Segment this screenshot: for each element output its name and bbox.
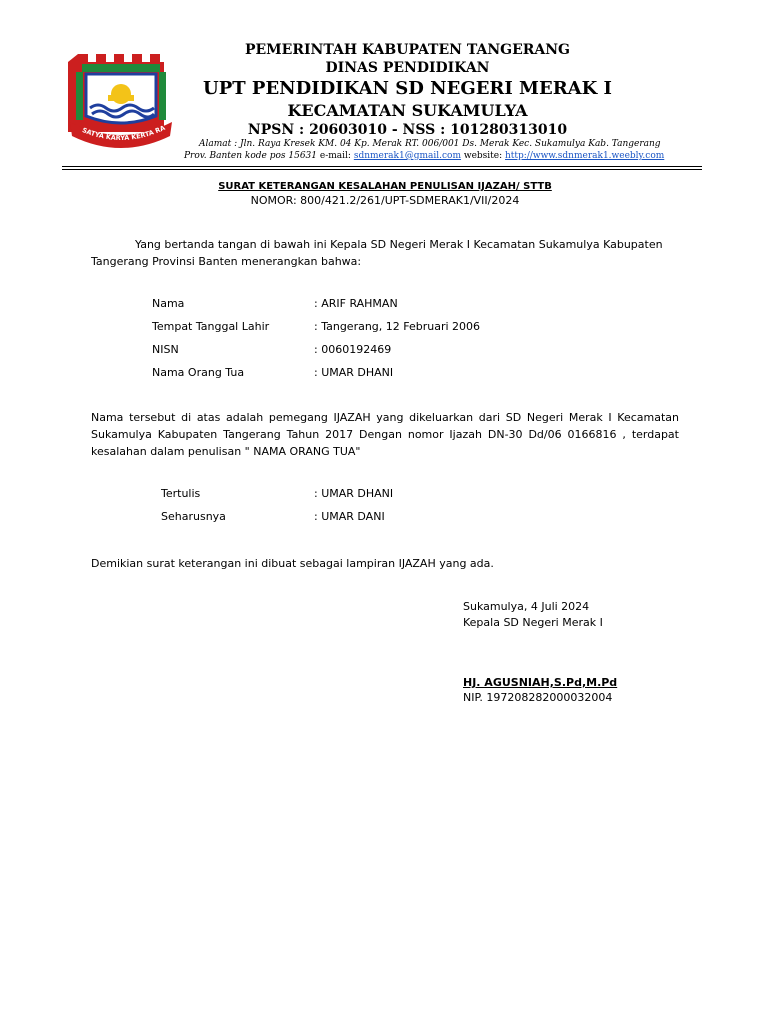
- letterhead-school-name: UPT PENDIDIKAN SD NEGERI MERAK I: [203, 78, 612, 99]
- email-label: e-mail:: [319, 151, 351, 161]
- postal-code-text: Prov. Banten kode pos 15631: [184, 151, 318, 161]
- field-value-birth: : Tangerang, 12 Februari 2006: [314, 320, 481, 333]
- website-link[interactable]: http://www.sdnmerak1.weebly.com: [505, 151, 665, 161]
- email-link[interactable]: sdnmerak1@gmail.com: [353, 151, 461, 161]
- field-value-parent: : UMAR DHANI: [314, 366, 394, 379]
- signature-position: Kepala SD Negeri Merak I: [463, 616, 603, 629]
- letterhead-district: KECAMATAN SUKAMULYA: [287, 101, 528, 120]
- letterhead-government: PEMERINTAH KABUPATEN TANGERANG: [244, 42, 571, 58]
- intro-paragraph: Yang bertanda tangan di bawah ini Kepala SD Negeri Merak I Kecamatan Sukamulya Kabupaten Tangerang Provinsi Banten menerangkan bahwa:: [91, 238, 663, 268]
- correction-label-written: Tertulis: [161, 487, 201, 500]
- letterhead-divider: [62, 169, 702, 170]
- field-label-birth: Tempat Tanggal Lahir: [152, 320, 270, 333]
- correction-value-should-be: : UMAR DANI: [314, 510, 385, 523]
- statement-paragraph: Nama tersebut di atas adalah pemegang IJAZAH yang dikeluarkan dari SD Negeri Merak I Kecamatan Sukamulya Kabupaten Tangerang Tahun 2017 Dengan nomor Ijazah DN-30 Dd/06 0166816 , terdapat kesalahan dalam penulisan " NAMA ORANG TUA": [91, 411, 679, 458]
- correction-value-written: : UMAR DHANI: [314, 487, 394, 500]
- signature-nip: NIP. 197208282000032004: [463, 691, 613, 704]
- correction-label-should-be: Seharusnya: [161, 510, 226, 523]
- field-label-parent: Nama Orang Tua: [152, 366, 245, 379]
- signature-place-date: Sukamulya, 4 Juli 2024: [463, 600, 590, 613]
- closing-paragraph: Demikian surat keterangan ini dibuat sebagai lampiran IJAZAH yang ada.: [91, 557, 494, 570]
- field-label-name: Nama: [152, 297, 185, 310]
- signature-name: HJ. AGUSNIAH,S.Pd,M.Pd: [463, 676, 618, 689]
- letterhead-address: Alamat : Jln. Raya Kresek KM. 04 Kp. Merak RT. 006/001 Ds. Merak Kec. Sukamulya Kab. Tangerang: [199, 139, 661, 149]
- letter-number: NOMOR: 800/421.2/261/UPT-SDMERAK1/VII/2024: [250, 194, 520, 207]
- letterhead-npsn: NPSN : 20603010 - NSS : 101280313010: [247, 122, 568, 138]
- field-label-nisn: NISN: [152, 343, 179, 356]
- field-value-nisn: : 0060192469: [314, 343, 392, 356]
- letterhead-department: DINAS PENDIDIKAN: [325, 60, 490, 76]
- letterhead-contact: [184, 151, 664, 161]
- logo-motto: SATYA KARYA KERTA RA: [80, 123, 167, 143]
- field-value-name: : ARIF RAHMAN: [314, 297, 398, 310]
- letterhead-divider: [62, 166, 702, 167]
- letter-title: SURAT KETERANGAN KESALAHAN PENULISAN IJAZAH/ STTB: [218, 181, 552, 192]
- website-label: website:: [463, 151, 503, 161]
